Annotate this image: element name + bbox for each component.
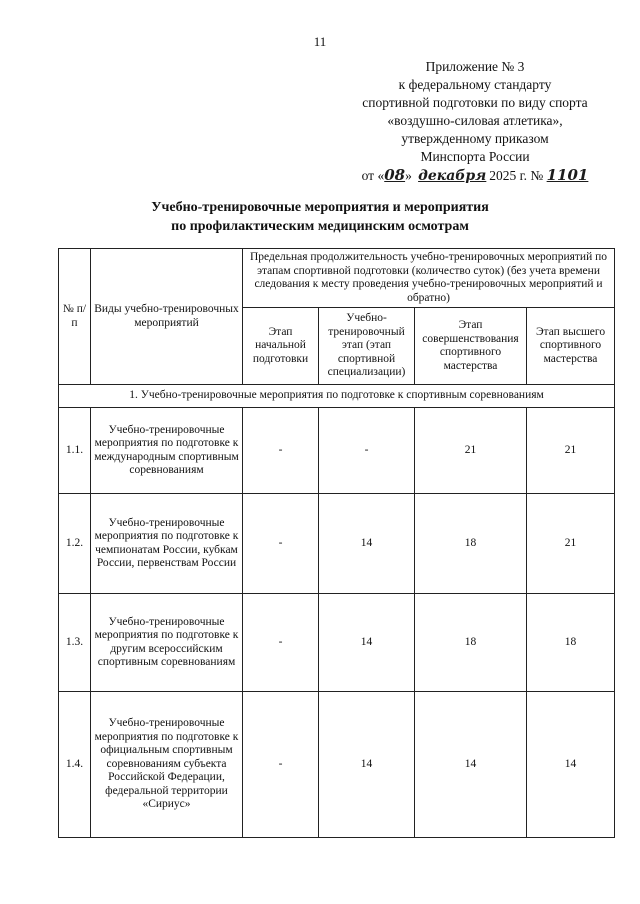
title-line: Учебно-тренировочные мероприятия и мероприятия (151, 200, 489, 215)
row-stage-highest: 14 (527, 692, 615, 838)
row-stage-highest: 21 (527, 408, 615, 494)
table-row (59, 494, 615, 594)
header-number: № п/п (59, 249, 91, 385)
row-stage-highest: 18 (527, 594, 615, 692)
row-stage-training: 14 (319, 494, 415, 594)
row-stage-improvement: 18 (415, 594, 527, 692)
row-stage-improvement: 21 (415, 408, 527, 494)
handwritten-month: декабря (418, 168, 487, 184)
row-stage-training: 14 (319, 692, 415, 838)
header-stage-initial: Этап начальной подготовки (243, 308, 319, 385)
appendix-title: Приложение № 3 (425, 59, 525, 74)
header-stage-training: Учебно-тренировочный этап (этап спортивной специализации) (319, 308, 415, 385)
date-mid: » (405, 168, 412, 183)
row-stage-improvement: 18 (415, 494, 527, 594)
handwritten-day: 08 (384, 166, 406, 184)
row-name: Учебно-тренировочные мероприятия по подготовке к чемпионатам России, кубкам России, первенствам России (91, 494, 243, 594)
row-stage-initial: - (243, 408, 319, 494)
row-number: 1.1. (59, 408, 91, 494)
section-heading: 1. Учебно-тренировочные мероприятия по подготовке к спортивным соревнованиям (59, 385, 615, 408)
appendix-line: к федеральному стандарту (398, 77, 552, 92)
row-stage-training: - (319, 408, 415, 494)
date-prefix: от « (361, 168, 385, 183)
order-date-line (340, 166, 610, 185)
row-number: 1.2. (59, 494, 91, 594)
row-number: 1.3. (59, 594, 91, 692)
row-name: Учебно-тренировочные мероприятия по подготовке к международным спортивным соревнованиям (91, 408, 243, 494)
row-stage-highest: 21 (527, 494, 615, 594)
row-number: 1.4. (59, 692, 91, 838)
appendix-line: Минспорта России (420, 149, 530, 164)
header-duration: Предельная продолжительность учебно-тренировочных мероприятий по этапам спортивной подготовки (количество суток) (без учета времени следования к месту проведения учебно-тренировочных мероприятий и обратно) (243, 249, 615, 308)
appendix-block (340, 58, 610, 185)
header-stage-highest: Этап высшего спортивного мастерства (527, 308, 615, 385)
document-title (0, 198, 640, 236)
events-table (58, 248, 615, 838)
row-name: Учебно-тренировочные мероприятия по подготовке к официальным спортивным соревнованиям субъекта Российской Федерации, федеральной территории «Сириус» (91, 692, 243, 838)
page-number: 11 (313, 34, 327, 49)
row-name: Учебно-тренировочные мероприятия по подготовке к другим всероссийским спортивным соревнованиям (91, 594, 243, 692)
appendix-line: спортивной подготовки по виду спорта (362, 95, 588, 110)
handwritten-order-number: 1101 (546, 166, 589, 184)
row-stage-training: 14 (319, 594, 415, 692)
appendix-line: «воздушно-силовая атлетика», (387, 113, 563, 128)
header-kinds: Виды учебно-тренировочных мероприятий (91, 249, 243, 385)
row-stage-initial: - (243, 594, 319, 692)
row-stage-initial: - (243, 692, 319, 838)
row-stage-improvement: 14 (415, 692, 527, 838)
date-year: 2025 г. № (489, 168, 544, 183)
table-row (59, 594, 615, 692)
appendix-line: утвержденному приказом (401, 131, 549, 146)
table-row (59, 692, 615, 838)
row-stage-initial: - (243, 494, 319, 594)
title-line: по профилактическим медицинским осмотрам (171, 219, 469, 234)
header-stage-improvement: Этап совершенствования спортивного мастерства (415, 308, 527, 385)
table-row (59, 408, 615, 494)
